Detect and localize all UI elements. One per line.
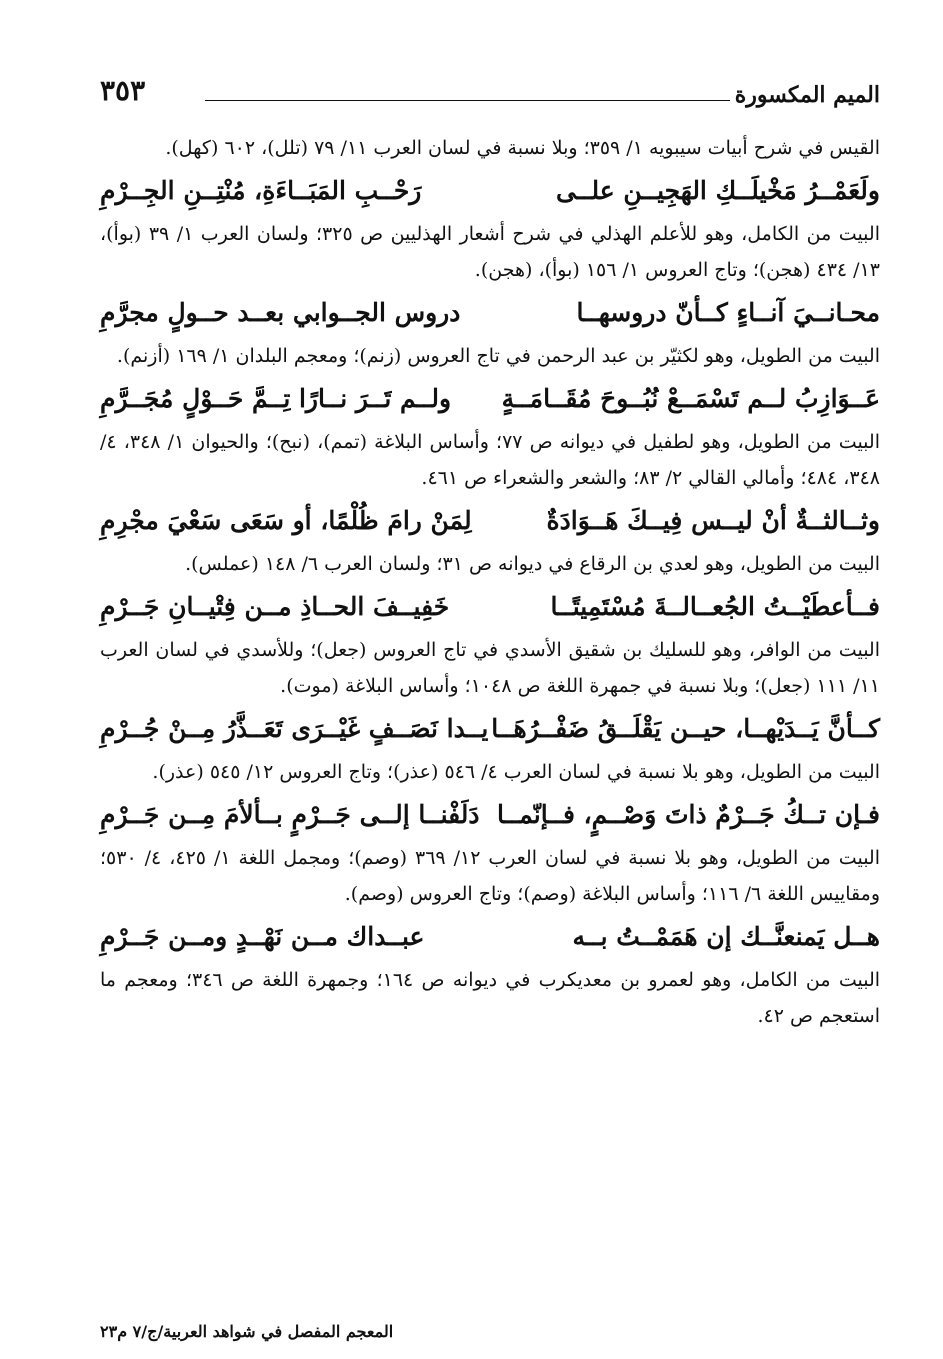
second-hemistich: خَفِيــفَ الحــاذِ مــن فِتْيــانِ جَــرْمِ xyxy=(100,592,450,621)
verse-line xyxy=(100,288,880,338)
verse-entry xyxy=(100,790,880,912)
verse-entry xyxy=(100,374,880,496)
verse-entry xyxy=(100,582,880,704)
first-hemistich: عَــوَازِبُ لــم تَسْمَــعْ نُبُــوحَ مُقَــامَــةٍ xyxy=(501,384,880,413)
second-hemistich: دروس الجــوابي بعــد حــولٍ مجرَّمِ xyxy=(100,298,461,327)
first-hemistich: فـإن تــكُ جَــرْمٌ ذاتَ وَصْــمٍ، فــإنّمــا xyxy=(497,800,880,829)
first-hemistich: محـانــيَ آنــاءٍ كــأنّ دروسهــا xyxy=(576,298,880,327)
verse-line xyxy=(100,704,880,754)
verse-source-note: البيت من الطويل، وهو بلا نسبة في لسان العرب ٤/ ٥٤٦ (عذر)؛ وتاج العروس ١٢/ ٥٤٥ (عذر). xyxy=(152,761,880,783)
verse-line xyxy=(100,582,880,632)
verse-source-note: البيت من الطويل، وهو بلا نسبة في لسان العرب ١٢/ ٣٦٩ (وصم)؛ ومجمل اللغة ١/ ٤٢٥، ٤/ ٥٣٠؛ ومقاييس اللغة ٦/ ١١٦؛ وأساس البلاغة (وصم)؛ وتاج العروس (وصم). xyxy=(100,847,880,905)
page-body xyxy=(100,70,880,1034)
second-hemistich: ولــم تَــرَ نــارًا تِــمَّ حَــوْلٍ مُجَــرَّمِ xyxy=(100,384,452,413)
first-hemistich: هــل يَمنعنَّــك إن هَمَمْــتُ بــه xyxy=(572,922,880,951)
verse-entry xyxy=(100,166,880,288)
first-hemistich: وثــالثــةٌ أنْ ليــس فِيــكَ هَــوَادَةٌ xyxy=(546,506,880,535)
verse-line xyxy=(100,912,880,962)
verse-line xyxy=(100,374,880,424)
verse-entry xyxy=(100,912,880,1034)
verse-source-note: البيت من الطويل، وهو لعدي بن الرقاع في ديوانه ص ٣١؛ ولسان العرب ٦/ ١٤٨ (عملس). xyxy=(185,553,880,575)
verse-source-note: البيت من الطويل، وهو لكثيّر بن عبد الرحمن في تاج العروس (زنم)؛ ومعجم البلدان ١/ ١٦٩ (أزنم). xyxy=(116,345,880,367)
second-hemistich: رَحْــبِ المَبَــاءَةِ، مُنْتِــنِ الجِــرْمِ xyxy=(100,176,422,205)
verse-entry xyxy=(100,704,880,790)
verse-source-note: البيت من الكامل، وهو لعمرو بن معديكرب في ديوانه ص ١٦٤؛ وجمهرة اللغة ص ٣٤٦؛ ومعجم ما استعجم ص ٤٢. xyxy=(100,969,881,1027)
verse-entry xyxy=(100,288,880,374)
first-hemistich: ولَعَمْــرُ مَخْيلَــكِ الهَجِيــنِ علــى xyxy=(556,176,880,205)
second-hemistich: دَلَفْنــا إلــى جَــرْمٍ بــألأمَ مِــن جَــرْمِ xyxy=(100,800,480,829)
first-hemistich: كــأنَّ يَــدَيْهــا، حيــن يَقْلَــقُ ضَفْــرُهَــا xyxy=(491,714,880,743)
verse-line xyxy=(100,496,880,546)
page-header xyxy=(100,70,880,110)
second-hemistich: عبــداك مــن نَهْــدٍ ومــن جَــرْمِ xyxy=(100,922,425,951)
verse-line xyxy=(100,166,880,216)
second-hemistich: يــدا نَصَــفٍ غَيْــرَى تَعَــذَّرُ مِــنْ جُــرْمِ xyxy=(100,714,489,743)
verse-source-note: البيت من الكامل، وهو للأعلم الهذلي في شرح أشعار الهذليين ص ٣٢٥؛ ولسان العرب ١/ ٣٩ (بوأ)، ١٣/ ٤٣٤ (هجن)؛ وتاج العروس ١/ ١٥٦ (بوأ)، (هجن). xyxy=(100,223,880,281)
first-hemistich: فــأعطَيْــتُ الجُعــالــةَ مُسْتَمِيتًــا xyxy=(550,592,880,621)
header-rule xyxy=(205,100,730,101)
page-number: ٣٥٣ xyxy=(100,74,146,107)
page-footer: المعجم المفصل في شواهد العربية/ج/٧ م٢٣ xyxy=(100,1322,394,1341)
verse-line xyxy=(100,790,880,840)
continued-note: القيس في شرح أبيات سيبويه ١/ ٣٥٩؛ وبلا نسبة في لسان العرب ١١/ ٧٩ (تلل)، ٦٠٢ (كهل). xyxy=(165,137,880,159)
second-hemistich: لِمَنْ رامَ ظُلْمًا، أو سَعَى سَعْيَ مجْرِمِ xyxy=(100,506,472,535)
verse-source-note: البيت من الوافر، وهو للسليك بن شقيق الأسدي في تاج العروس (جعل)؛ وللأسدي في لسان العرب ١١/ ١١١ (جعل)؛ وبلا نسبة في جمهرة اللغة ص ١٠٤٨؛ وأساس البلاغة (موت). xyxy=(100,639,880,697)
verse-entries xyxy=(100,166,880,1034)
verse-source-note: البيت من الطويل، وهو لطفيل في ديوانه ص ٧٧؛ وأساس البلاغة (تمم)، (نبح)؛ والحيوان ١/ ٣٤٨، ٤/ ٣٤٨، ٤٨٤؛ وأمالي القالي ٢/ ٨٣؛ والشعر والشعراء ص ٤٦١. xyxy=(100,431,880,489)
verse-entry xyxy=(100,496,880,582)
running-title: الميم المكسورة xyxy=(734,82,880,108)
